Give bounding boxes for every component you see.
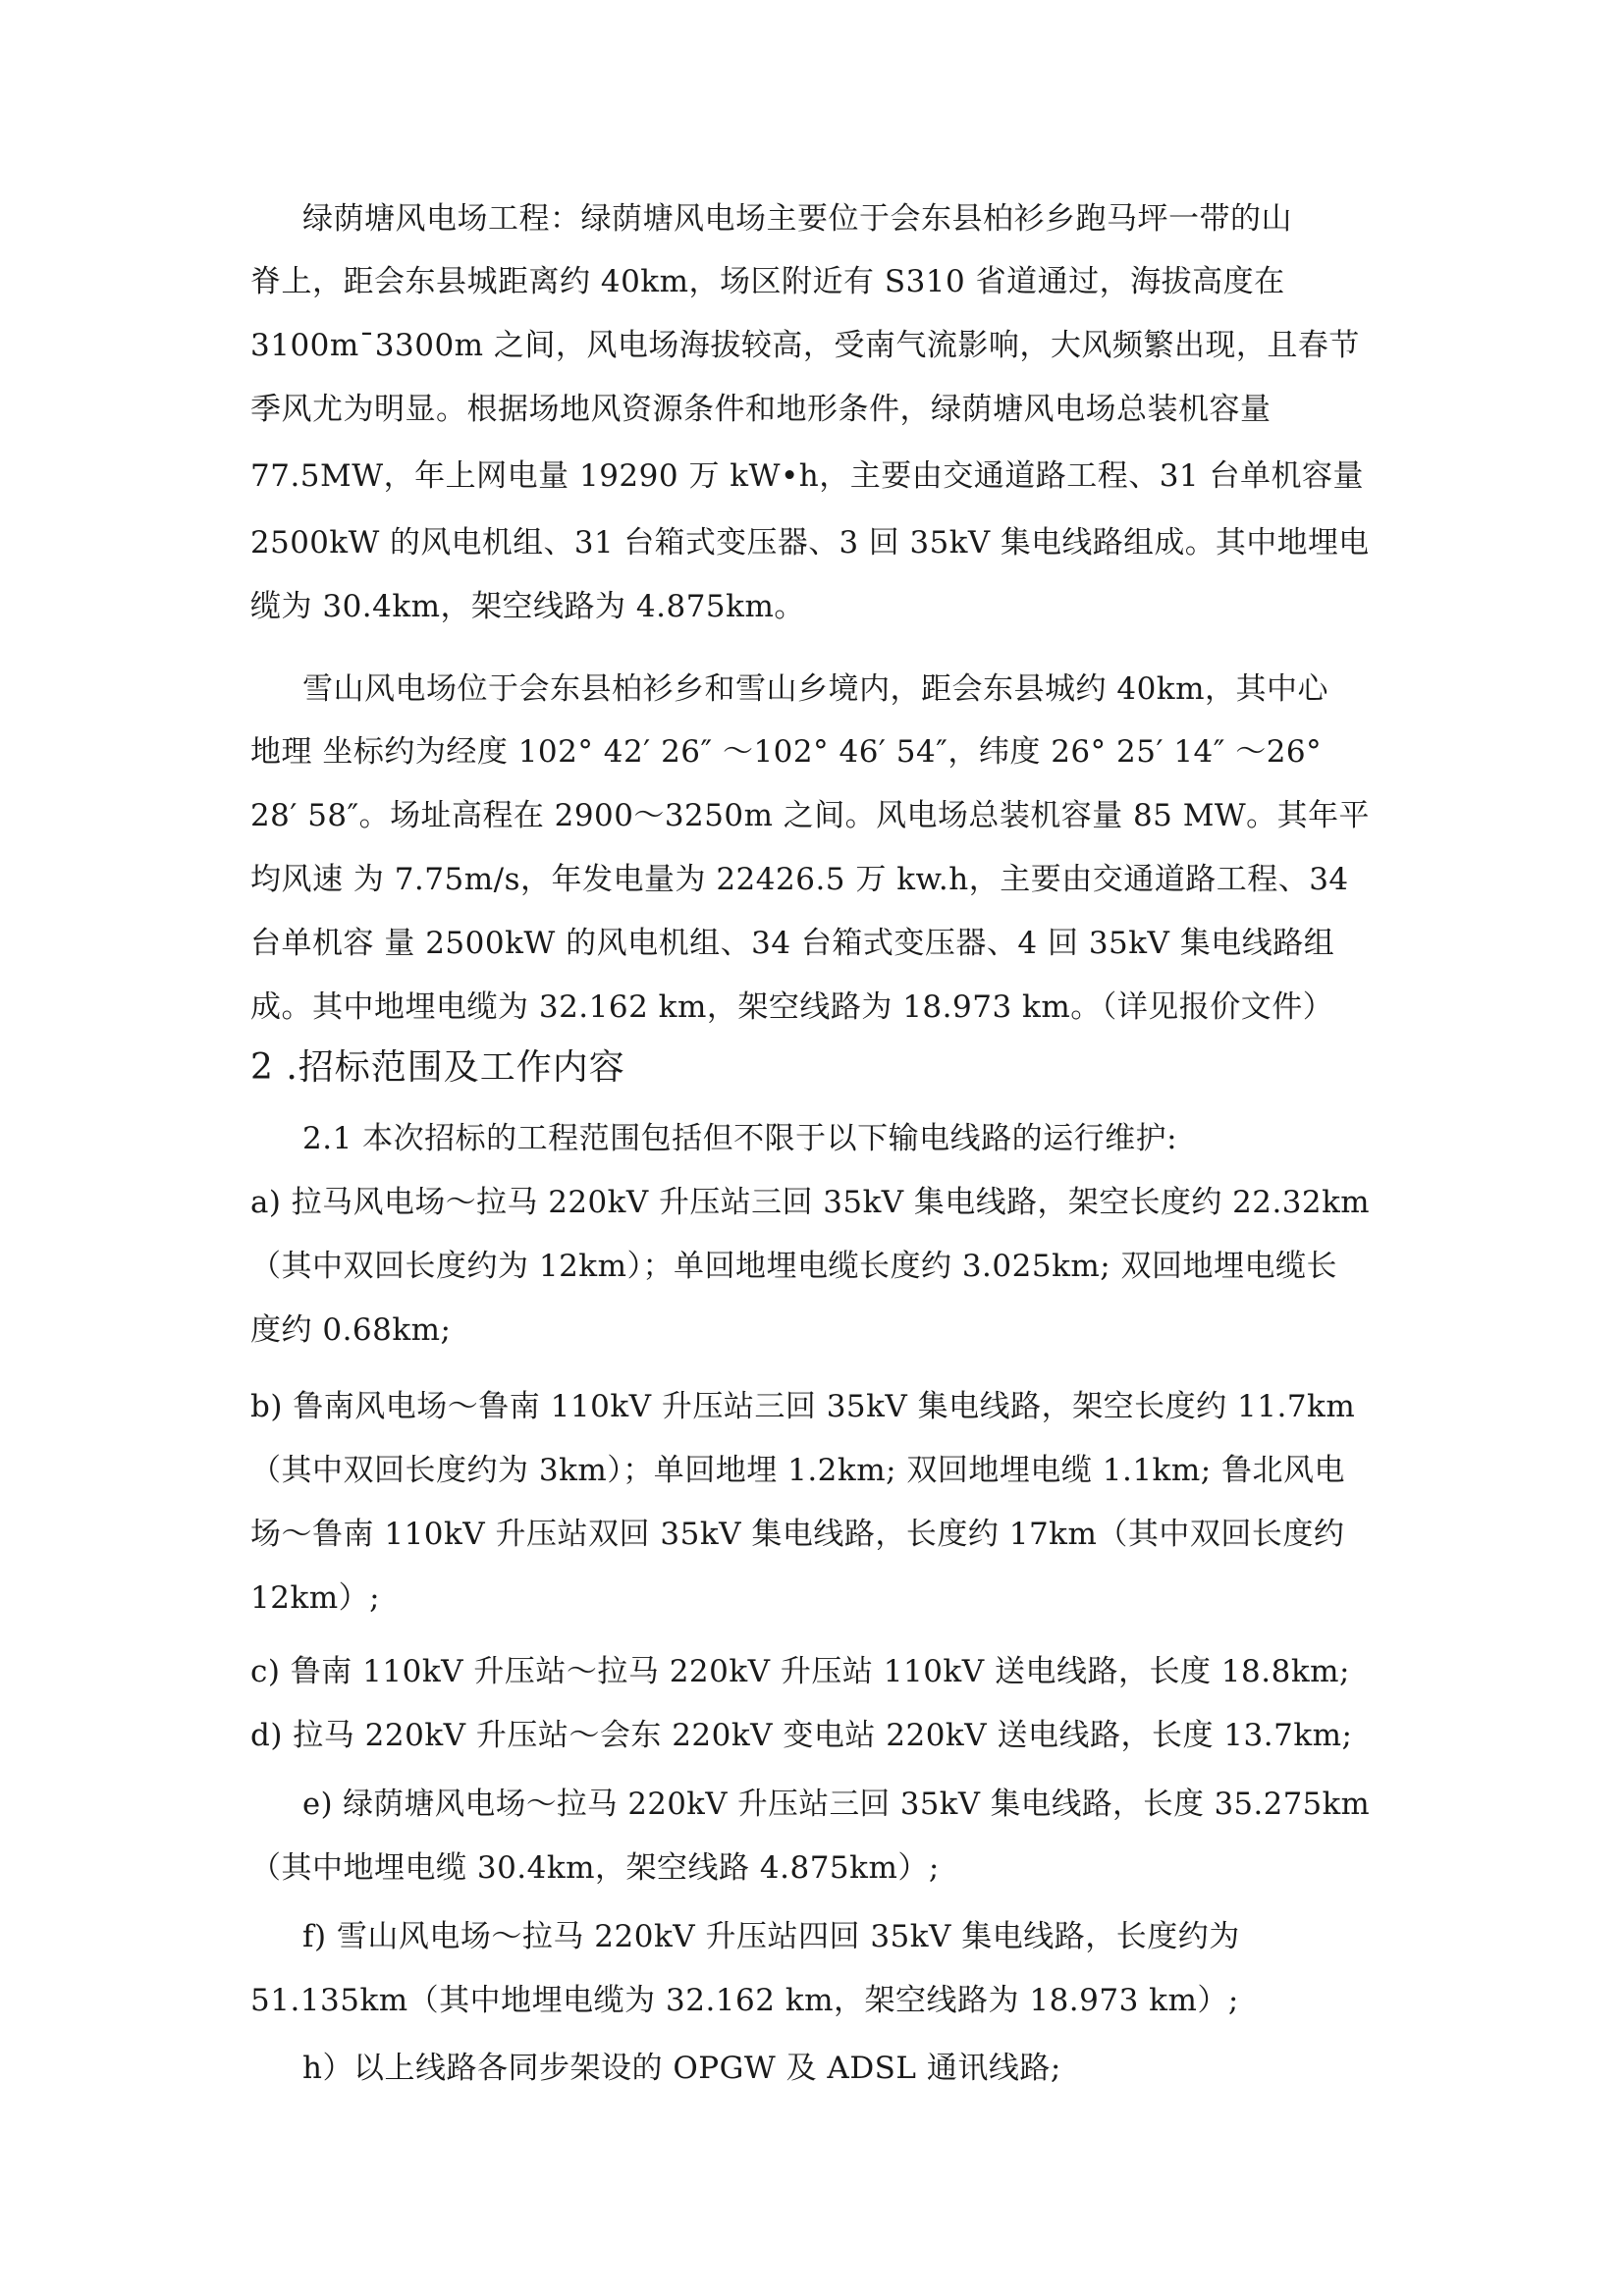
text-line: b) 鲁南风电场～鲁南 110kV 升压站三回 35kV 集电线路，架空长度约 11.7km bbox=[250, 1389, 1356, 1424]
text-line: 77.5MW，年上网电量 19290 万 kW•h，主要由交通道路工程、31 台单机容量 bbox=[250, 458, 1365, 494]
text-line: （其中双回长度约为 12km）；单回地埋电缆长度约 3.025km; 双回地埋电缆长 bbox=[250, 1249, 1338, 1284]
text-line: 雪山风电场位于会东县柏衫乡和雪山乡境内，距会东县城约 40km，其中心 bbox=[302, 671, 1328, 707]
text-line: 缆为 30.4km，架空线路为 4.875km。 bbox=[250, 589, 805, 624]
scope-item-h: h）以上线路各同步架设的 OPGW 及 ADSL 通讯线路; bbox=[302, 2051, 1061, 2086]
text-line: e) 绿荫塘风电场～拉马 220kV 升压站三回 35kV 集电线路，长度 35.275km bbox=[302, 1787, 1371, 1822]
text-line: 地理 坐标约为经度 102° 42′ 26″ ～102° 46′ 54″，纬度 26° 25′ 14″ ～26° bbox=[250, 734, 1323, 770]
text-line: 场～鲁南 110kV 升压站双回 35kV 集电线路，长度约 17km（其中双回长度约 bbox=[250, 1517, 1345, 1552]
scope-item-c: c) 鲁南 110kV 升压站～拉马 220kV 升压站 110kV 送电线路，长度 18.8km; bbox=[250, 1654, 1350, 1689]
scope-intro: 2.1 本次招标的工程范围包括但不限于以下输电线路的运行维护: bbox=[302, 1121, 1178, 1156]
text-line: 季风尤为明显。根据场地风资源条件和地形条件，绿荫塘风电场总装机容量 bbox=[250, 392, 1272, 427]
text-line: 度约 0.68km; bbox=[250, 1312, 452, 1348]
text-line: 均风速 为 7.75m/s，年发电量为 22426.5 万 kw.h，主要由交通道路工程、34 bbox=[250, 862, 1349, 897]
text-line: （其中双回长度约为 3km）；单回地埋 1.2km; 双回地埋电缆 1.1km; 鲁北风电 bbox=[250, 1453, 1346, 1488]
text-line: 51.135km（其中地埋电缆为 32.162 km，架空线路为 18.973 km）; bbox=[250, 1983, 1239, 2018]
text-line: 脊上，距会东县城距离约 40km，场区附近有 S310 省道通过，海拔高度在 bbox=[250, 264, 1285, 299]
text-line: 2500kW 的风电机组、31 台箱式变压器、3 回 35kV 集电线路组成。其中地埋电 bbox=[250, 525, 1370, 561]
text-line: a) 拉马风电场～拉马 220kV 升压站三回 35kV 集电线路，架空长度约 22.32km bbox=[250, 1185, 1371, 1220]
text-line: 绿荫塘风电场工程：绿荫塘风电场主要位于会东县柏衫乡跑马坪一带的山 bbox=[302, 201, 1292, 237]
section-heading: 2 .招标范围及工作内容 bbox=[250, 1047, 625, 1088]
text-line: f) 雪山风电场～拉马 220kV 升压站四回 35kV 集电线路，长度约为 bbox=[302, 1919, 1240, 1954]
text-line: 28′ 58″。场址高程在 2900～3250m 之间。风电场总装机容量 85 MW。其年平 bbox=[250, 798, 1370, 833]
scope-item-d: d) 拉马 220kV 升压站～会东 220kV 变电站 220kV 送电线路，长度 13.7km; bbox=[250, 1718, 1353, 1753]
text-line: 12km）; bbox=[250, 1580, 381, 1616]
text-line: （其中地埋电缆 30.4km，架空线路 4.875km）; bbox=[250, 1850, 940, 1886]
text-line: 台单机容 量 2500kW 的风电机组、34 台箱式变压器、4 回 35kV 集电线路组 bbox=[250, 926, 1335, 961]
text-line: 成。其中地埋电缆为 32.162 km，架空线路为 18.973 km。（详见报价文件） bbox=[250, 989, 1334, 1025]
text-line: 3100m¯3300m 之间，风电场海拔较高，受南气流影响，大风频繁出现，且春节 bbox=[250, 328, 1360, 363]
